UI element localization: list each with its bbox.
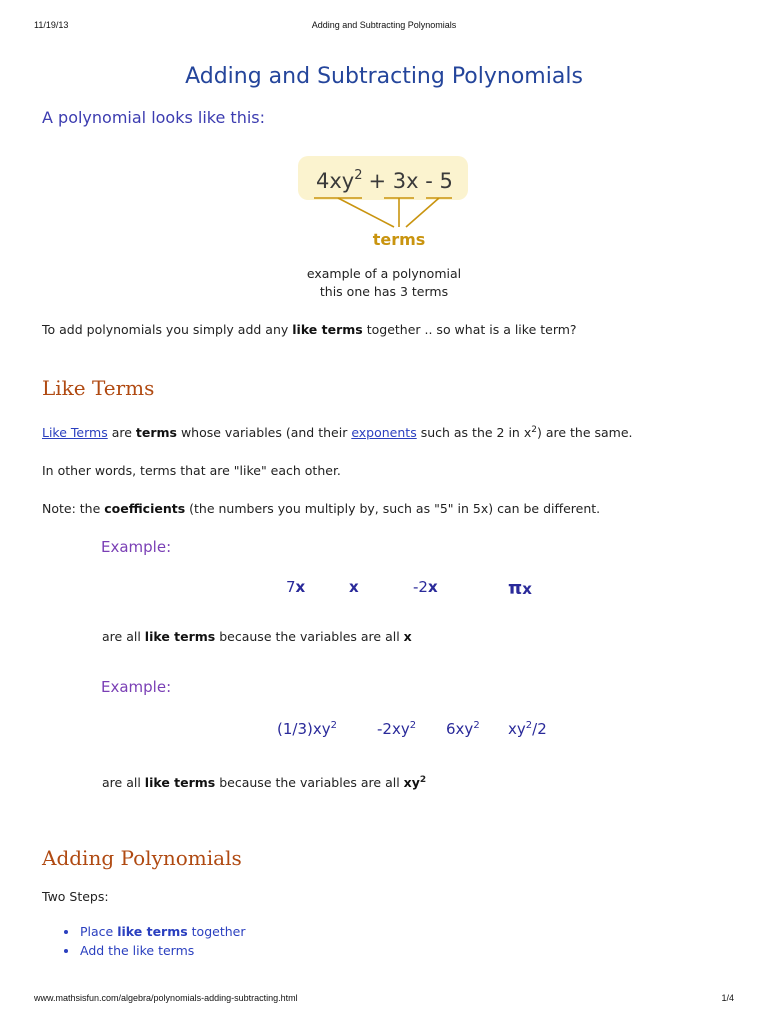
terms-label: terms — [372, 230, 426, 249]
term-brackets — [314, 198, 452, 227]
t: -2xy — [377, 720, 410, 738]
t: xy — [508, 720, 526, 738]
text: together — [187, 924, 246, 939]
step-item — [64, 924, 246, 943]
text: are all — [102, 775, 145, 791]
example-2-explanation — [102, 775, 426, 790]
expression-text: $4xy^2 + 3x - 5$ — [316, 168, 453, 193]
bold-text: like terms — [144, 775, 216, 791]
exp: 2 — [330, 720, 337, 731]
example-2-term — [446, 720, 480, 738]
print-date: 11/19/13 — [34, 20, 69, 30]
text: because the variables are all — [215, 629, 404, 644]
text: Note: the — [42, 501, 105, 516]
coef: -2 — [413, 578, 428, 596]
t: /2 — [532, 720, 547, 738]
print-title: Adding and Subtracting Polynomials — [311, 20, 457, 30]
var: x — [522, 580, 532, 598]
superscript: 2 — [419, 775, 427, 785]
bold-text: like terms — [117, 924, 188, 939]
bold-text: terms — [135, 425, 177, 441]
two-steps-label: Two Steps: — [42, 889, 109, 904]
figure-caption — [0, 265, 768, 301]
exp: 2 — [409, 720, 417, 731]
var: x — [349, 578, 359, 596]
t: (1/3)xy — [277, 720, 331, 738]
text: because the variables are all — [215, 775, 404, 791]
var: x — [403, 629, 412, 644]
text: together .. so what is a like term? — [362, 322, 577, 337]
exponents-link[interactable]: exponents — [351, 425, 417, 441]
example-1-label: Example: — [101, 538, 172, 556]
page-title: Adding and Subtracting Polynomials — [185, 64, 583, 89]
example-2-term — [508, 720, 547, 738]
intro-text: A polynomial looks like this: — [42, 108, 265, 127]
print-footer — [34, 993, 734, 1005]
text: ) are the same. — [536, 425, 633, 441]
text: (the numbers you multiply by, such as "5" in 5x) can be different. — [185, 501, 601, 516]
example-1-term — [508, 578, 532, 599]
text: are — [107, 425, 136, 441]
exp: 2 — [525, 720, 533, 731]
caption-line-2: this one has 3 terms — [319, 284, 449, 299]
adding-polynomials-heading: Adding Polynomials — [42, 846, 242, 870]
pi-symbol: π — [508, 578, 523, 599]
superscript: 2 — [531, 425, 537, 435]
print-url: www.mathsisfun.com/algebra/polynomials-adding-subtracting.html — [34, 993, 298, 1003]
polynomial-diagram — [294, 150, 474, 262]
text: To add polynomials you simply add any — [42, 322, 293, 337]
var: xy — [403, 775, 420, 791]
example-2-label: Example: — [101, 678, 172, 696]
like-terms-heading: Like Terms — [42, 376, 155, 400]
print-page-number: 1/4 — [721, 993, 734, 1003]
text: Add the like terms — [80, 943, 195, 958]
steps-list — [64, 924, 246, 962]
text: are all — [102, 629, 145, 644]
caption-line-1: example of a polynomial — [306, 266, 462, 281]
example-1-term — [413, 578, 438, 596]
text: Place — [80, 924, 118, 939]
t: 6xy — [446, 720, 474, 738]
polynomial-figure — [294, 150, 474, 262]
other-words-paragraph: In other words, terms that are "like" each other. — [42, 463, 341, 478]
add-intro-paragraph — [42, 322, 577, 337]
text: whose variables (and their — [176, 425, 352, 441]
var: x — [427, 578, 438, 596]
like-terms-definition — [42, 425, 633, 440]
bold-text: coefficients — [104, 501, 186, 516]
example-1-term — [349, 578, 359, 596]
print-header — [34, 20, 734, 32]
text: such as the 2 in x — [416, 425, 532, 441]
example-2-term — [377, 720, 416, 738]
coef: 7 — [286, 578, 296, 596]
example-1-explanation — [102, 629, 412, 644]
step-item — [64, 943, 246, 962]
example-1-term — [286, 578, 305, 596]
exp: 2 — [473, 720, 480, 731]
bold-text: like terms — [144, 629, 216, 644]
like-terms-link[interactable]: Like Terms — [42, 425, 108, 441]
bold-text: like terms — [292, 322, 363, 337]
example-2-term — [277, 720, 337, 738]
var: x — [295, 578, 306, 596]
note-paragraph — [42, 501, 600, 516]
